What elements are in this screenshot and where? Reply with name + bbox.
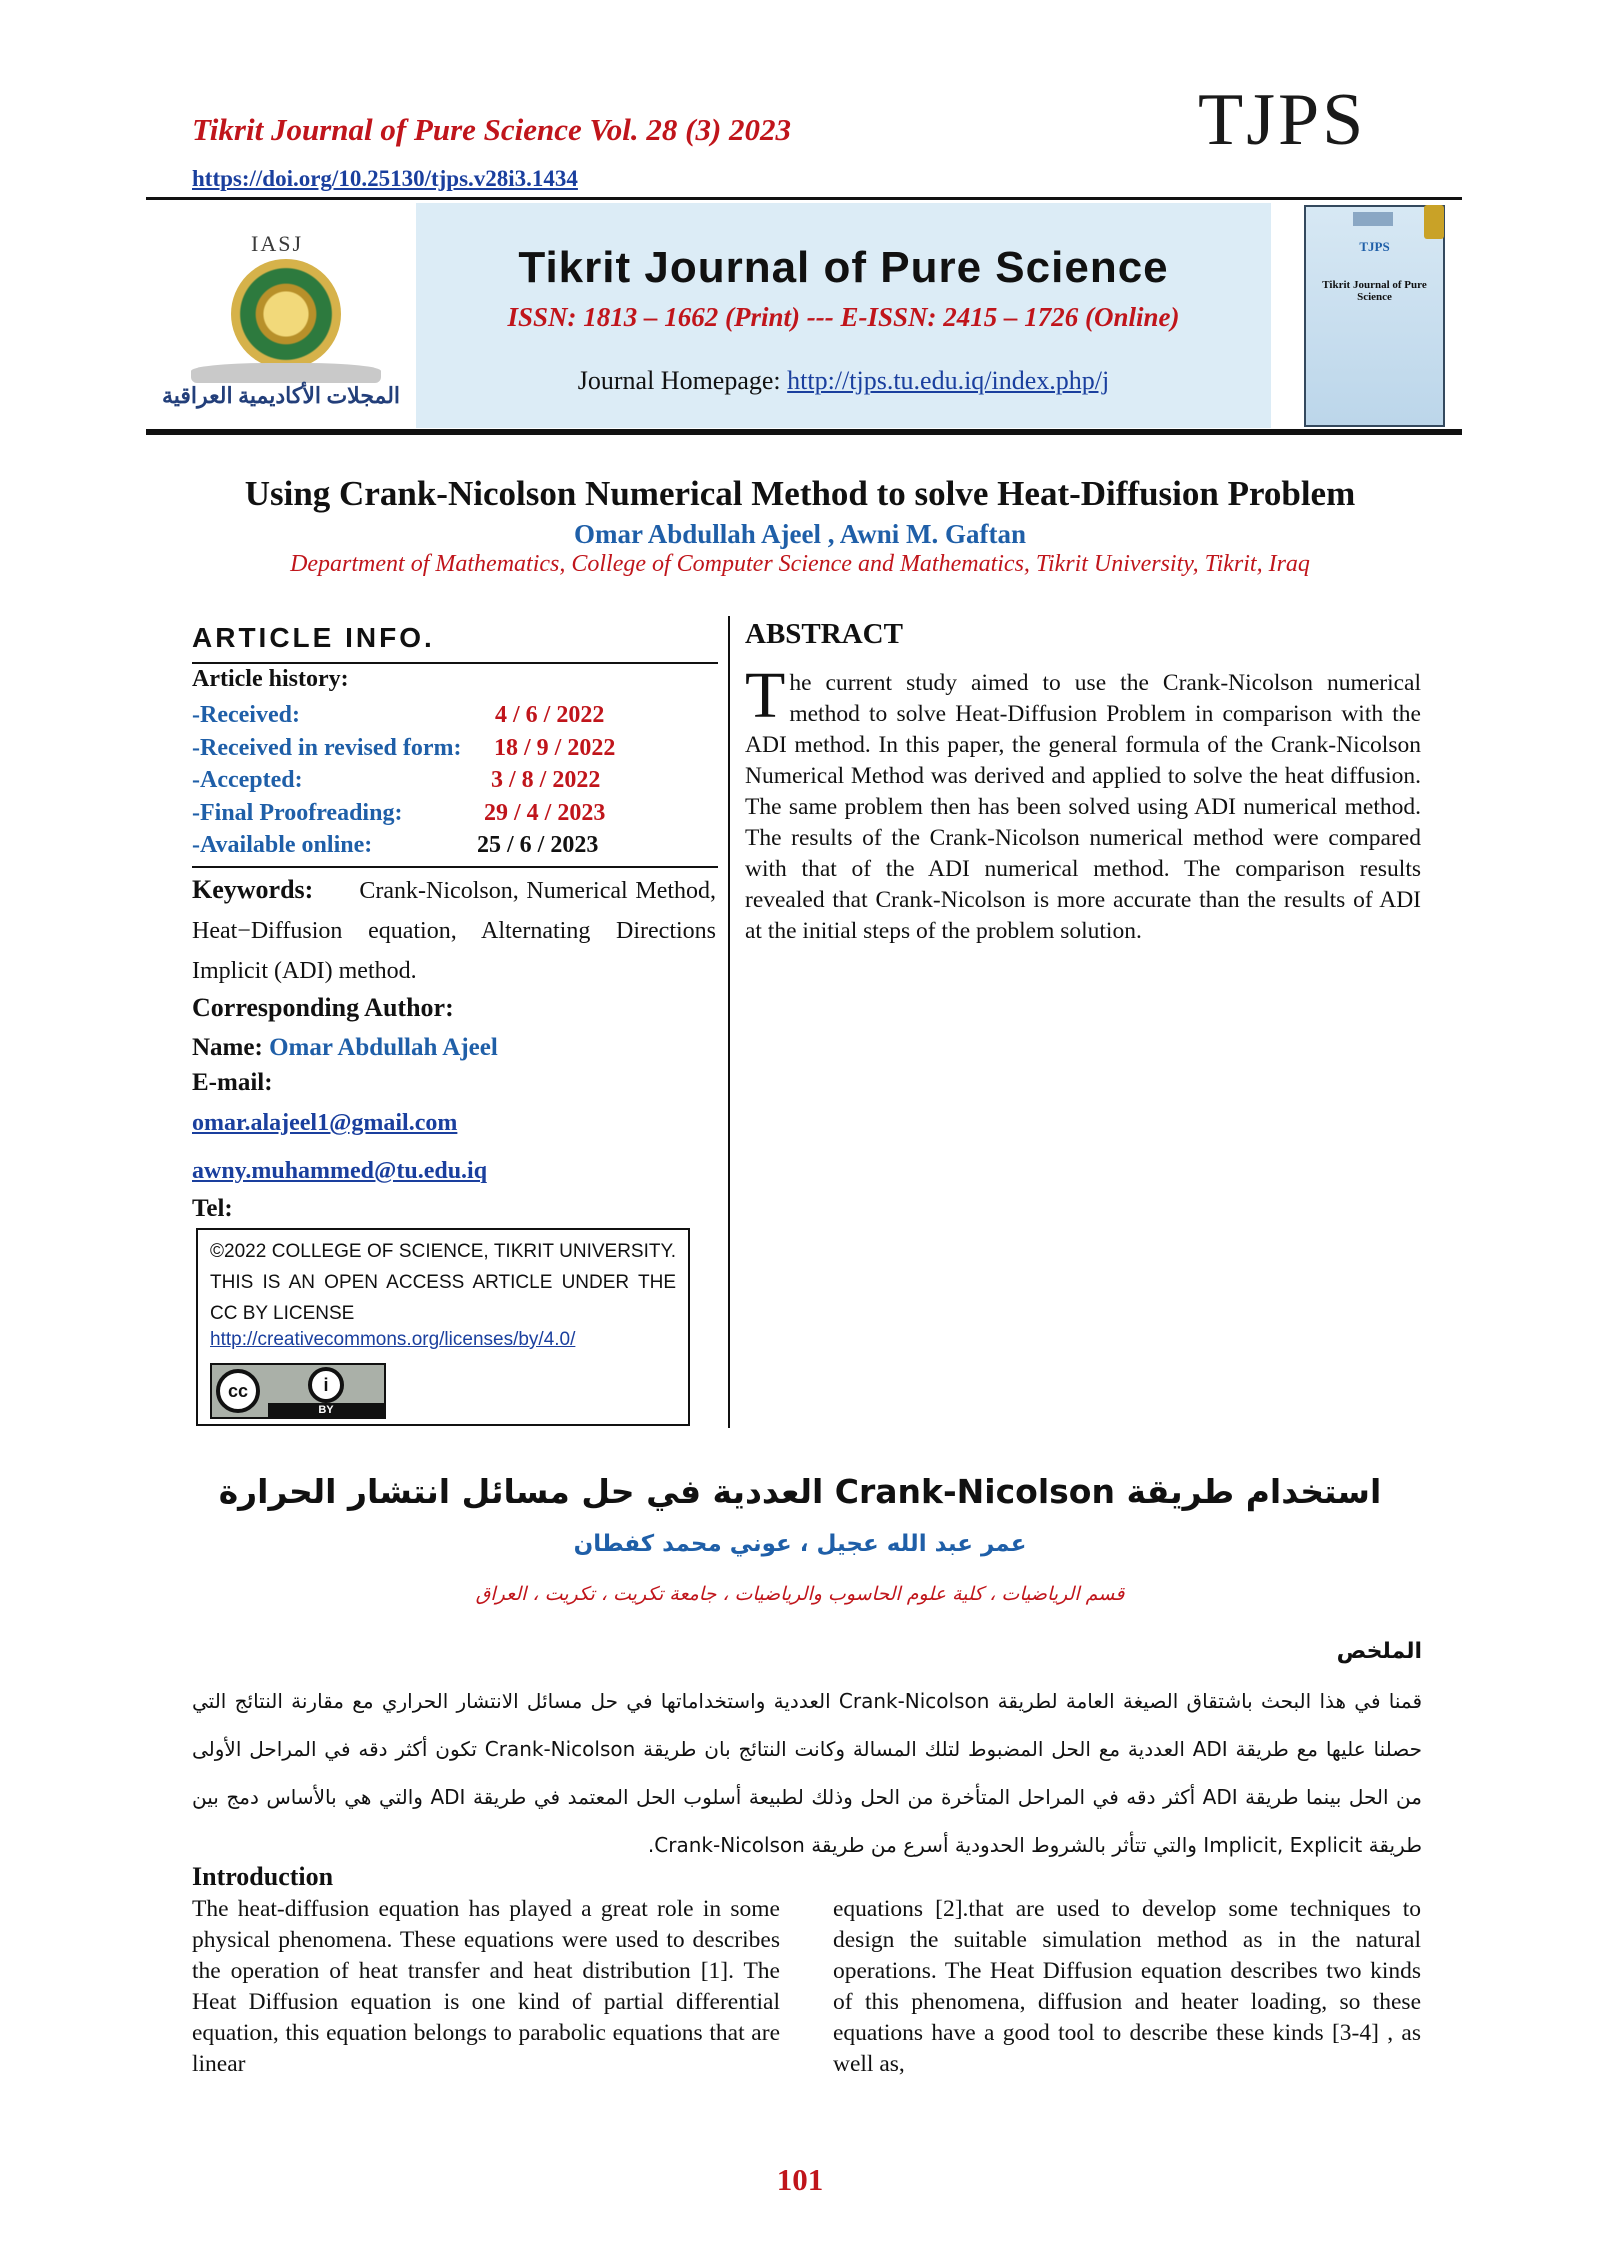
license-box (196, 1228, 690, 1426)
introduction-heading: Introduction (192, 1862, 334, 1891)
banner-issn: ISSN: 1813 – 1662 (Print) --- E-ISSN: 2415 – 1726 (Online) (507, 302, 1180, 332)
corresponding-author-label: Corresponding Author: (192, 993, 454, 1022)
page-number: 101 (776, 2162, 824, 2197)
iasj-arabic-label: المجلات الأكاديمية العراقية (161, 383, 401, 408)
cover-tag: TJPS (1359, 239, 1390, 254)
by-icon: BY (268, 1403, 384, 1417)
history-date-received: 4 / 6 / 2022 (495, 702, 605, 728)
history-label-online: -Available online: (192, 832, 373, 858)
arabic-authors: عمر عبد الله عجيل ، عوني محمد كفطان (573, 1531, 1027, 1557)
keywords-text: Crank-Nicolson, Numerical Method, Heat−Diffusion equation, Alternating Directions Implicit (ADI) method. (192, 878, 717, 984)
article-history-label: Article history: (192, 666, 349, 692)
introduction-left-column: The heat-diffusion equation has played a great role in some physical phenomena. These equations were used to describes the operation of heat transfer and heat distribution [1]. The Heat Diffusion equation is one kind of partial differential equation, this equation belongs to parabolic equations that are linear (192, 1896, 780, 2077)
cover-image (1304, 205, 1445, 427)
history-date-proofreading: 29 / 4 / 2023 (484, 800, 606, 826)
homepage-label: Journal Homepage: (577, 366, 788, 395)
name-label: Name: (192, 1034, 270, 1061)
history-date-revised: 18 / 9 / 2022 (494, 735, 616, 761)
by-person-icon: i (308, 1367, 344, 1403)
arabic-title: استخدام طريقة Crank-Nicolson العددية في حل مسائل انتشار الحرارة (218, 1472, 1382, 1511)
license-link[interactable]: http://creativecommons.org/licenses/by/4.0/ (210, 1329, 576, 1350)
paper-title: Using Crank-Nicolson Numerical Method to solve Heat-Diffusion Problem (244, 474, 1356, 513)
cover-title: Tikrit Journal of Pure Science (1322, 279, 1427, 303)
journal-banner (146, 203, 1462, 428)
journal-citation: Tikrit Journal of Pure Science Vol. 28 (3) 2023 (192, 112, 792, 147)
history-label-proofreading: -Final Proofreading: (192, 800, 403, 826)
article-info-rule (192, 662, 718, 664)
cover-badge-icon (1424, 205, 1444, 239)
email-label: E-mail: (192, 1069, 273, 1096)
header-rule (146, 197, 1462, 200)
article-info-rule-2 (192, 866, 718, 868)
keywords-label: Keywords: (192, 875, 314, 904)
tjps-logo: TJPS (1198, 79, 1367, 161)
column-divider (728, 616, 730, 1428)
abstract-dropcap: T (745, 659, 786, 732)
cover-emblem (1353, 212, 1393, 226)
abstract-heading: ABSTRACT (745, 618, 903, 650)
abstract-text: he current study aimed to use the Crank-Nicolson numerical method to solve Heat-Diffusion Problem in comparison with the ADI method. In this paper, the general formula of the Crank-Nicolson Numerical Method was derived and applied to solve the heat diffusion. The same problem then has been solved using ADI numerical method. The results of the Crank-Nicolson numerical method were compared with that of the ADI numerical method. The comparison results revealed that Crank-Nicolson is more accurate than the results of ADI at the initial steps of the problem solution. (745, 670, 1421, 944)
license-text: ©2022 COLLEGE OF SCIENCE, TIKRIT UNIVERSITY. THIS IS AN OPEN ACCESS ARTICLE UNDER THE CC BY LICENSE (210, 1241, 676, 1324)
history-label-revised: -Received in revised form: (192, 735, 462, 761)
arabic-affiliation: قسم الرياضيات ، كلية علوم الحاسوب والرياضيات ، جامعة تكريت ، تكريت ، العراق (475, 1583, 1125, 1605)
author-name: Omar Abdullah Ajeel (269, 1034, 498, 1061)
banner-rule (146, 429, 1462, 435)
iasj-label: IASJ (251, 231, 304, 256)
banner-center (416, 203, 1271, 428)
iasj-logo (146, 203, 416, 428)
keywords (192, 870, 716, 991)
banner-homepage (416, 366, 1271, 396)
banner-journal-title: Tikrit Journal of Pure Science (518, 243, 1169, 292)
introduction-right-column: equations [2].that are used to develop some techniques to design the suitable simulation method as in the natural operations. The Heat Diffusion equation describes two kinds of this phenomena, diffusion and heater loading, so these equations have a good tool to describe these kinds [3-4] , as well as, (833, 1896, 1421, 2077)
arabic-abstract-heading: الملخص (1336, 1639, 1422, 1664)
history-date-accepted: 3 / 8 / 2022 (491, 767, 601, 793)
article-info-heading: ARTICLE INFO. (192, 622, 435, 653)
homepage-link[interactable]: http://tjps.tu.edu.iq/index.php/j (787, 366, 1110, 395)
journal-cover-icon (1286, 203, 1462, 428)
open-book-icon (191, 363, 381, 383)
arabic-abstract-body: قمنا في هذا البحث باشتقاق الصيغة العامة لطريقة Crank-Nicolson العددية واستخداماتها في حل مسائل الانتشار الحراري مع مقارنة النتائج التي حصلنا عليها مع طريقة ADI العددية مع الحل المضبوط لتلك المسالة وكانت النتائج بان طريقة Crank-Nicolson تكون أكثر دقه في المراحل الأولى من الحل بينما طريقة ADI أكثر دقه في المراحل المتأخرة من الحل وذلك لطبيعة أسلوب الحل المعتمد في طريقة ADI والتي هي بالأساس دمج بين طريقة Implicit, Explicit والتي تتأثر بالشروط الحدودية أسرع من طريقة Crank-Nicolson. (192, 1689, 1423, 1857)
doi-link[interactable]: https://doi.org/10.25130/tjps.v28i3.1434 (192, 166, 578, 191)
tel-label: Tel: (192, 1195, 233, 1222)
cc-icon: cc (216, 1369, 260, 1413)
email-link-2[interactable]: awny.muhammed@tu.edu.iq (192, 1158, 488, 1184)
paper-affiliation: Department of Mathematics, College of Computer Science and Mathematics, Tikrit University, Tikrit, Iraq (290, 551, 1310, 577)
paper-authors: Omar Abdullah Ajeel , Awni M. Gaftan (573, 519, 1027, 549)
cc-by-badge[interactable] (210, 1363, 386, 1419)
author-name-line (192, 1034, 498, 1062)
history-label-received: -Received: (192, 702, 300, 728)
history-date-online: 25 / 6 / 2023 (477, 832, 599, 858)
email-link-1[interactable]: omar.alajeel1@gmail.com (192, 1110, 458, 1136)
history-label-accepted: -Accepted: (192, 767, 303, 793)
abstract-body (745, 659, 1421, 947)
iasj-seal-icon (231, 259, 341, 369)
